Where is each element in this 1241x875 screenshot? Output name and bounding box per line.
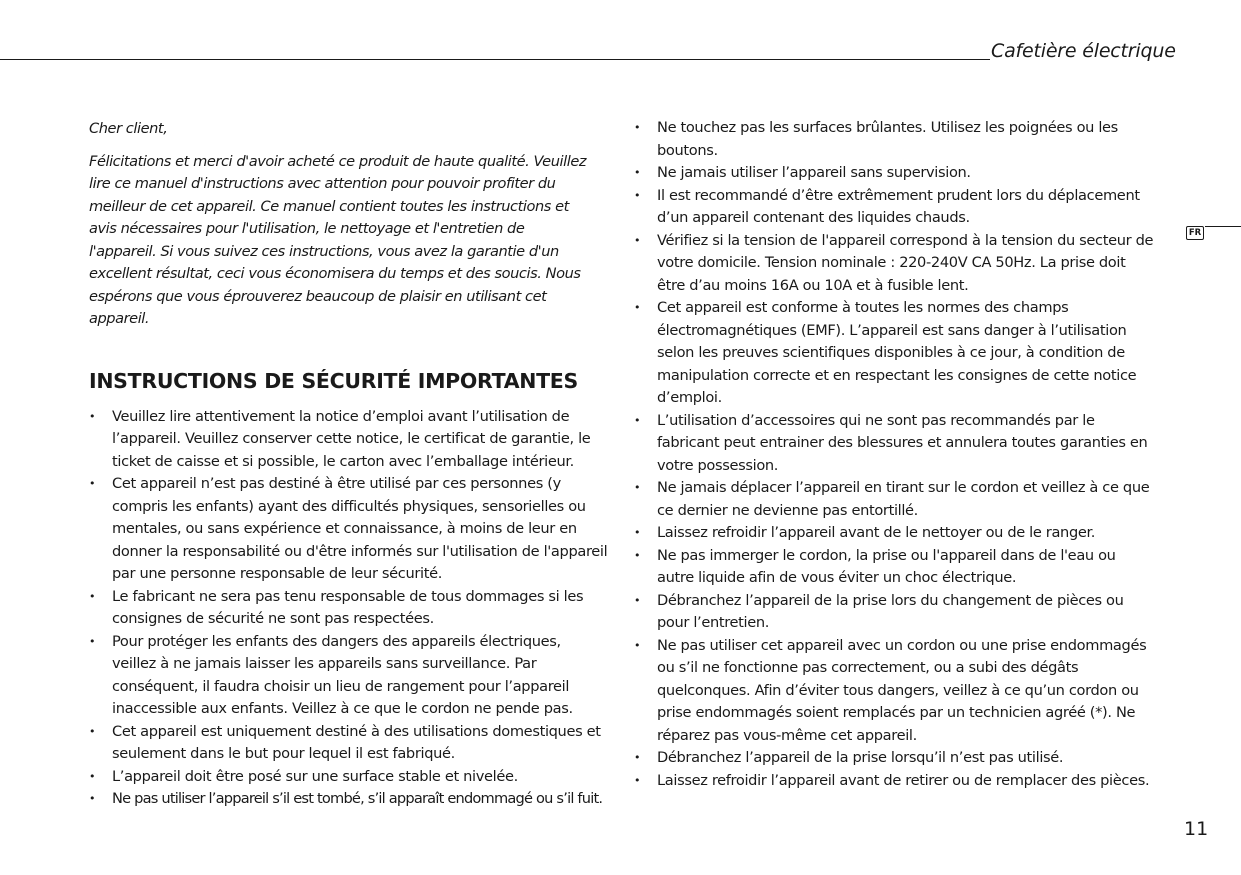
- safety-list-left: [89, 406, 609, 811]
- list-item: • Ne jamais utiliser l’appareil sans supervision.: [634, 162, 1154, 185]
- list-item: • Ne pas utiliser l’appareil s’il est tombé, s’il apparaît endommagé ou s’il fuit.: [89, 788, 609, 811]
- list-item: • Débranchez l’appareil de la prise lors du changement de pièces ou pour l’entretien.: [634, 590, 1154, 635]
- list-item: • Ne jamais déplacer l’appareil en tirant sur le cordon et veillez à ce que ce dernier ne devienne pas entortillé.: [634, 477, 1154, 522]
- list-item: • L’appareil doit être posé sur une surface stable et nivelée.: [89, 766, 609, 789]
- list-item: • Veuillez lire attentivement la notice d’emploi avant l’utilisation de l’appareil. Veuillez conserver cette notice, le certificat de garantie, le ticket de caisse et si possible, le carton avec l’emballage intérieur.: [89, 406, 609, 474]
- list-item: • Ne pas immerger le cordon, la prise ou l'appareil dans de l'eau ou autre liquide afin de vous éviter un choc électrique.: [634, 545, 1154, 590]
- intro-paragraph: Félicitations et merci d'avoir acheté ce produit de haute qualité. Veuillez lire ce manuel d'instructions avec attention pour pouvoir profiter du meilleur de cet appareil. Ce manuel contient toutes les instructions et avis nécessaires pour l'utilisation, le nettoyage et l'entretien de l'appareil. Si vous suivez ces instructions, vous avez la garantie d'un excellent résultat, ceci vous économisera du temps et des soucis. Nous espérons que vous éprouverez beaucoup de plaisir en utilisant cet appareil.: [89, 152, 587, 327]
- language-tab: FR: [1186, 226, 1204, 240]
- right-column: [634, 117, 1154, 792]
- list-item: • Cet appareil est conforme à toutes les normes des champs électromagnétiques (EMF). L’appareil est sans danger à l’utilisation selon les preuves scientifiques disponibles à ce jour, à condition de manipulation correcte et en respectant les consignes de cette notice d’emploi.: [634, 297, 1154, 410]
- page-header-title: Cafetière électrique: [991, 40, 1176, 62]
- list-item: • L’utilisation d’accessoires qui ne sont pas recommandés par le fabricant peut entrainer des blessures et annulera toutes garanties en votre possession.: [634, 410, 1154, 478]
- list-item: • Il est recommandé d’être extrêmement prudent lors du déplacement d’un appareil contenant des liquides chauds.: [634, 185, 1154, 230]
- greeting: Cher client,: [89, 120, 168, 137]
- list-item: • Ne pas utiliser cet appareil avec un cordon ou une prise endommagés ou s’il ne fonctionne pas correctement, ou a subi des dégâts quelconques. Afin d’éviter tous dangers, veillez à ce qu’un cordon ou prise endommagés soient remplacés par un technicien agréé (*). Ne réparez pas vous-même cet appareil.: [634, 635, 1154, 748]
- list-item: • Cet appareil n’est pas destiné à être utilisé par ces personnes (y compris les enfants) ayant des difficultés physiques, sensorielles ou mentales, ou sans expérience et connaissance, à moins de leur en donner la responsabilité ou d'être informés sur l'utilisation de l'appareil par une personne responsable de leur sécurité.: [89, 473, 609, 586]
- list-item: • Laissez refroidir l’appareil avant de retirer ou de remplacer des pièces.: [634, 770, 1154, 793]
- language-tab-rule: [1205, 226, 1241, 227]
- safety-list-right: [634, 117, 1154, 792]
- page-number: 11: [1184, 818, 1209, 840]
- header-rule: [0, 59, 990, 60]
- list-item: • Pour protéger les enfants des dangers des appareils électriques, veillez à ne jamais laisser les appareils sans surveillance. Par conséquent, il faudra choisir un lieu de rangement pour l’appareil inaccessible aux enfants. Veillez à ce que le cordon ne pende pas.: [89, 631, 609, 721]
- list-item: • Ne touchez pas les surfaces brûlantes. Utilisez les poignées ou les boutons.: [634, 117, 1154, 162]
- list-item: • Cet appareil est uniquement destiné à des utilisations domestiques et seulement dans le but pour lequel il est fabriqué.: [89, 721, 609, 766]
- section-heading: INSTRUCTIONS DE SÉCURITÉ IMPORTANTES: [89, 368, 578, 393]
- left-column: [89, 118, 609, 811]
- list-item: • Débranchez l’appareil de la prise lorsqu’il n’est pas utilisé.: [634, 747, 1154, 770]
- list-item: • Laissez refroidir l’appareil avant de le nettoyer ou de le ranger.: [634, 522, 1154, 545]
- list-item: • Vérifiez si la tension de l'appareil correspond à la tension du secteur de votre domicile. Tension nominale : 220-240V CA 50Hz. La prise doit être d’au moins 16A ou 10A et à fusible lent.: [634, 230, 1154, 298]
- list-item: • Le fabricant ne sera pas tenu responsable de tous dommages si les consignes de sécurité ne sont pas respectées.: [89, 586, 609, 631]
